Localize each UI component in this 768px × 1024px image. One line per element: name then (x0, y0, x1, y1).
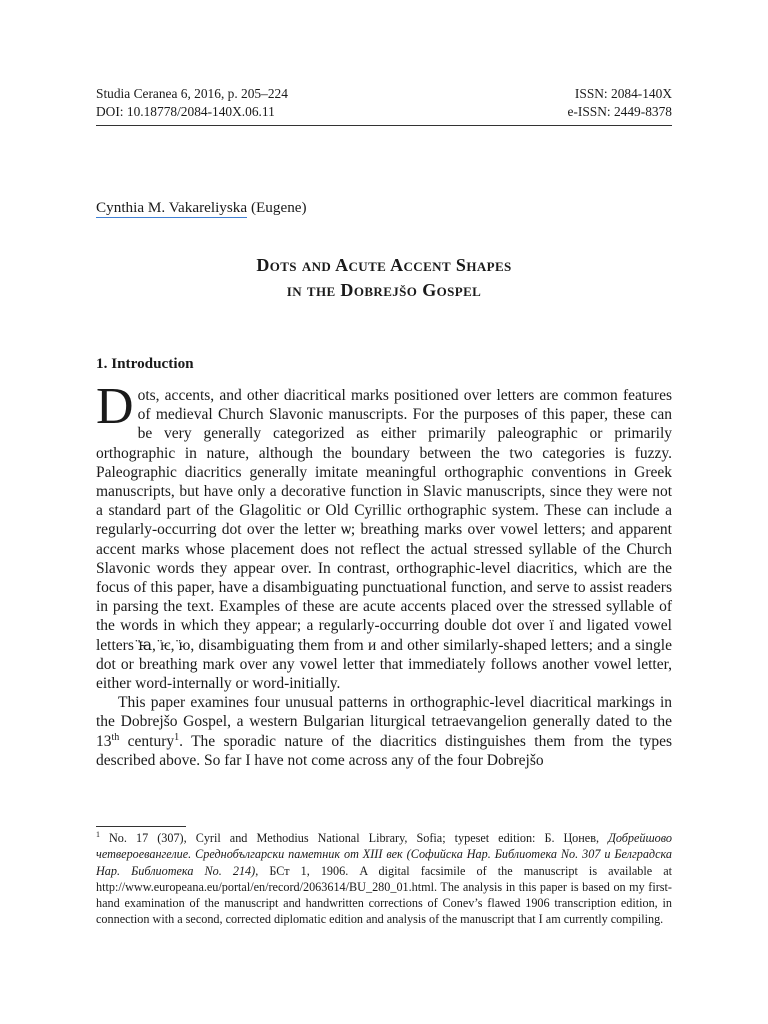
article-title (96, 253, 672, 303)
footnote-edition-title: Добрейшово четвероевангелие. Среднобългарски паметник от XIII век (Софийска Нар. Библиотека No. 307 и Белградска Нар. Библиотека No. 214) (96, 831, 672, 878)
issn: ISSN: 2084-140X (574, 86, 672, 101)
journal-header (96, 85, 672, 121)
author-line (96, 198, 307, 218)
doi: DOI: 10.18778/2084-140X.06.11 (96, 104, 275, 119)
title-line-2: in the Dobrejšo Gospel (286, 280, 482, 300)
section-heading: 1. Introduction (96, 355, 194, 372)
paragraph-2-text-start: This paper examines four unusual patterns in orthographic-level diacritical markings in the Dobrejšo Gospel, a western Bulgarian liturgical tetraevangelion generally dated to the 13 (96, 694, 672, 750)
header-divider (96, 125, 672, 126)
journal-citation: Studia Ceranea 6, 2016, p. 205–224 (96, 86, 288, 101)
article-body (96, 378, 673, 770)
footnote-marker: 1 (96, 829, 100, 839)
footnote-reference[interactable]: 1 (174, 731, 180, 743)
footnote-divider (96, 826, 186, 827)
e-issn: e-ISSN: 2449-8378 (567, 104, 672, 119)
drop-cap: D (96, 378, 134, 435)
author-name-link[interactable]: Cynthia M. Vakareliyska (96, 199, 248, 216)
title-line-1: Dots and Acute Accent Shapes (256, 255, 512, 275)
ordinal-suffix: th (111, 731, 120, 743)
paragraph-1 (96, 378, 672, 693)
paragraph-2 (96, 693, 672, 770)
paragraph-1-text: ots, accents, and other diacritical marks positioned over letters are common features of medieval Church Slavonic manuscripts. For the purposes of this paper, these can be very generally categorized as either primarily paleographic or primarily orthographic in nature, although the boundary between the two categories is fuzzy. Paleographic diacritics generally imitate meaningful orthographic conventions in Greek manuscripts, but have only a decorative function in Slavic manuscripts, since they were not a standard part of the Glagolitic or Old Cyrillic orthographic system. These can include a regularly-occurring dot over the letter ѡ; breathing marks over vowel letters; and apparent accent marks whose placement does not reflect the actual stressed syllable of the Church Slavonic words they appear over. In contrast, orthographic-level diacritics, which are the focus of this paper, have a disambiguating punctuational function, and serve to assist readers in parsing the text. Examples of these are acute accents placed over the stressed syllable of the words in which they appear; a regularly-occurring double dot over ї and ligated vowel letters ̈ꙗ, ̈ѥ, ̈ю, disambiguating them from и and other similarly-shaped letters; and a single dot or breathing mark over any vowel letter that immediately follows another vowel letter, either word-internally or word-initially. (96, 387, 672, 693)
author-affiliation: (Eugene) (247, 199, 307, 216)
footnote (96, 830, 672, 928)
paragraph-2-text-mid: century (119, 732, 175, 750)
paragraph-2-text-end: . The sporadic nature of the diacritics distinguishes them from the types described above. So far I have not come across any of the four Dobrejšo (96, 732, 673, 769)
footnote-text-2: , БСт 1, 1906. A digital facsimile of the manuscript is available at http://www.europeana.eu/portal/en/record/2063614/BU_280_01.html. The analysis in this paper is based on my first-hand examination of the manuscript and handwritten corrections of Conev’s flawed 1906 transcription edition, in connection with a second, corrected diplomatic edition and analysis of the manuscript that I am currently compiling. (96, 863, 672, 927)
footnote-text-1: No. 17 (307), Cyril and Methodius National Library, Sofia; typeset edition: Б. Цонев, (99, 831, 609, 845)
